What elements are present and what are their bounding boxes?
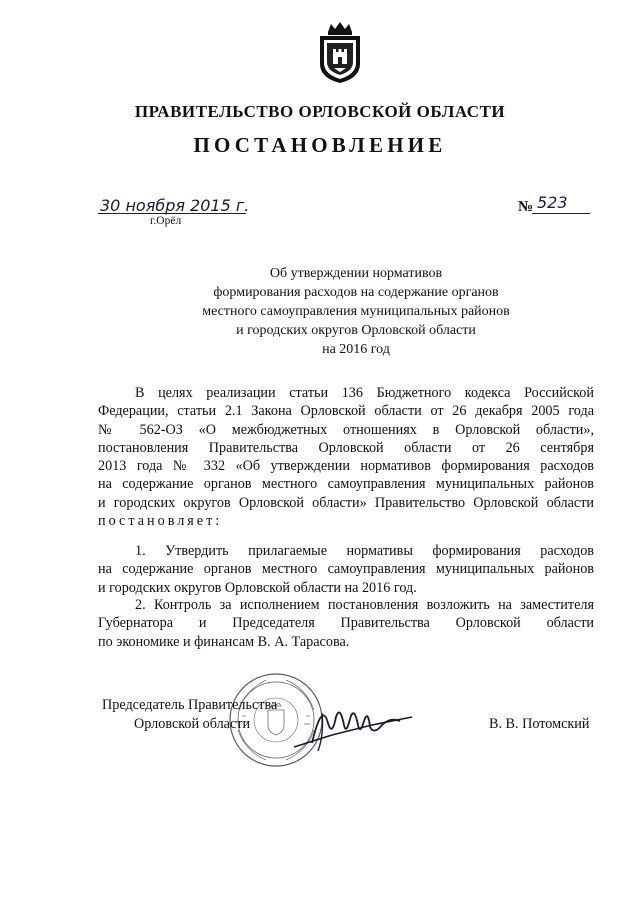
signatory-title-line1: Председатель Правительства: [102, 697, 278, 713]
preamble-paragraph: [98, 384, 594, 530]
subject-line: Об утверждении нормативов: [269, 266, 443, 281]
handwritten-signature: [272, 695, 422, 755]
organization-title: ПРАВИТЕЛЬСТВО ОРЛОВСКОЙ ОБЛАСТИ: [134, 102, 506, 121]
subject-line: на 2016 год: [322, 342, 390, 357]
signatory-name: В. В. Потомский: [489, 716, 590, 732]
signatory-title-line2: Орловской области: [134, 716, 251, 732]
resolution-item-1: [98, 542, 594, 597]
date-underline: [98, 213, 246, 214]
date-handwritten: 30 ноября 2015 г.: [100, 196, 250, 215]
subject-line: формирования расходов на содержание органов: [213, 285, 499, 300]
coat-of-arms-icon: [316, 22, 364, 84]
resolution-item-2: [98, 596, 594, 651]
document-number-handwritten: 523: [537, 193, 568, 212]
item-line: Губернатора и Председателя Правительства Орловской области: [98, 615, 594, 632]
document-type-title: ПОСТАНОВЛЕНИЕ: [193, 133, 447, 157]
subject-line: и городских округов Орловской области: [236, 323, 476, 338]
item-line: 2. Контроль за исполнением постановления возложить на заместителя: [135, 597, 594, 613]
preamble-line: № 562-ОЗ «О межбюджетных отношениях в Орловской области»,: [98, 421, 594, 438]
preamble-line: и городских округов Орловской области» Правительство Орловской области: [98, 494, 594, 511]
place-of-issue: г.Орёл: [150, 215, 182, 227]
preamble-line: постановления Правительства Орловской области от 26 сентября: [98, 439, 594, 456]
item-line: 1. Утвердить прилагаемые нормативы формирования расходов: [135, 543, 594, 559]
preamble-line: на содержание органов местного самоуправления муниципальных районов: [98, 476, 594, 493]
number-sign: №: [518, 199, 534, 215]
item-line: на содержание органов местного самоуправления муниципальных районов: [98, 561, 594, 578]
item-line: по экономике и финансам В. А. Тарасова.: [98, 633, 350, 650]
number-underline: [532, 213, 590, 214]
preamble-line: Федерации, статьи 2.1 Закона Орловской области от 26 декабря 2005 года: [98, 403, 594, 420]
document-subject: [120, 264, 592, 359]
item-line: и городских округов Орловской области на 2016 год.: [98, 579, 417, 596]
preamble-line: 2013 года № 332 «Об утверждении нормативов формирования расходов: [98, 458, 594, 475]
decree-word: постановляет:: [98, 513, 223, 530]
preamble-line: В целях реализации статьи 136 Бюджетного кодекса Российской: [135, 385, 594, 401]
subject-line: местного самоуправления муниципальных районов: [202, 304, 510, 319]
